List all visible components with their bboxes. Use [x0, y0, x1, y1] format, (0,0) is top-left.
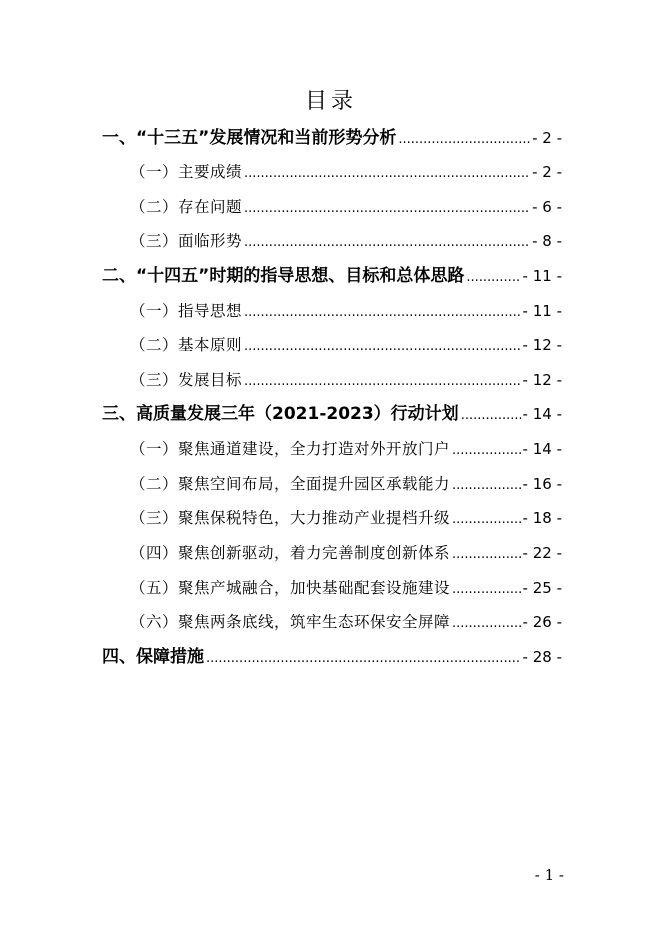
- toc-entry-text: 四、保障措施: [102, 647, 204, 667]
- footer-page-number: - 1 -: [534, 866, 564, 884]
- toc-entry[interactable]: [102, 263, 562, 289]
- toc-entry[interactable]: [130, 298, 562, 324]
- toc-page-number: - 2 -: [532, 163, 562, 181]
- toc-page-number: - 2 -: [532, 129, 562, 147]
- toc-title: 目录: [304, 89, 357, 114]
- toc-leader: [452, 473, 521, 499]
- toc-leader: [244, 161, 530, 187]
- toc-leader: [452, 438, 521, 464]
- toc-entry[interactable]: [102, 401, 562, 427]
- toc-entry-text: （三）发展目标: [130, 371, 243, 389]
- toc-leader: [244, 230, 530, 256]
- toc-entry[interactable]: [130, 609, 562, 635]
- toc-page-number: - 6 -: [532, 198, 562, 216]
- toc-leader: [244, 334, 521, 360]
- toc-entry-text: （一）指导思想: [130, 302, 243, 320]
- toc-entry[interactable]: [102, 644, 562, 670]
- toc-entry[interactable]: [130, 194, 562, 220]
- toc-entry[interactable]: [130, 436, 562, 462]
- toc-entry-text: 二、“十四五”时期的指导思想、目标和总体思路: [102, 266, 465, 286]
- toc-page-number: - 25 -: [522, 579, 562, 597]
- toc-page-number: - 14 -: [522, 440, 562, 458]
- toc-entry-text: （四）聚焦创新驱动，着力完善制度创新体系: [130, 544, 451, 562]
- toc-page-number: - 28 -: [522, 648, 562, 666]
- toc-leader: [452, 507, 521, 533]
- toc-entry-text: （五）聚焦产城融合，加快基础配套设施建设: [130, 579, 451, 597]
- toc-page-number: - 11 -: [522, 267, 562, 285]
- toc-entry[interactable]: [130, 159, 562, 185]
- toc-entry-text: （二）聚焦空间布局，全面提升园区承载能力: [130, 475, 451, 493]
- toc-entry-text: （三）聚焦保税特色，大力推动产业提档升级: [130, 509, 451, 527]
- toc-entry[interactable]: [130, 332, 562, 358]
- toc-leader: [461, 403, 521, 429]
- toc-page-number: - 12 -: [522, 336, 562, 354]
- toc-entry[interactable]: [130, 540, 562, 566]
- toc-entry[interactable]: [130, 505, 562, 531]
- toc-page-number: - 26 -: [522, 613, 562, 631]
- toc-leader: [244, 300, 521, 326]
- toc-page-number: - 16 -: [522, 475, 562, 493]
- toc-page-number: - 8 -: [532, 232, 562, 250]
- toc-entry[interactable]: [130, 471, 562, 497]
- toc-entry[interactable]: [130, 575, 562, 601]
- toc-entry-text: （六）聚焦两条底线，筑牢生态环保安全屏障: [130, 613, 451, 631]
- toc-leader: [452, 577, 521, 603]
- toc-entry-text: 三、高质量发展三年（2021-2023）行动计划: [102, 404, 459, 424]
- toc-page-number: - 14 -: [522, 405, 562, 423]
- toc-entry-text: 一、“十三五”发展情况和当前形势分析: [102, 128, 397, 148]
- toc-entry-text: （二）基本原则: [130, 336, 243, 354]
- toc-entry[interactable]: [102, 125, 562, 151]
- toc-entry-text: （三）面临形势: [130, 232, 243, 250]
- toc-page-number: - 11 -: [522, 302, 562, 320]
- toc-entry-text: （一）主要成绩: [130, 163, 243, 181]
- toc-entry-text: （二）存在问题: [130, 198, 243, 216]
- toc-page-number: - 18 -: [522, 509, 562, 527]
- toc-leader: [466, 265, 520, 291]
- toc-leader: [244, 369, 521, 395]
- toc-leader: [398, 127, 530, 153]
- toc-page-number: - 22 -: [522, 544, 562, 562]
- toc-leader: [244, 196, 530, 222]
- toc-leader: [452, 542, 521, 568]
- toc-entry-text: （一）聚焦通道建设，全力打造对外开放门户: [130, 440, 451, 458]
- toc-entry[interactable]: [130, 367, 562, 393]
- toc-page-number: - 12 -: [522, 371, 562, 389]
- toc-leader: [452, 611, 521, 637]
- toc-leader: [206, 646, 521, 672]
- toc-entry[interactable]: [130, 228, 562, 254]
